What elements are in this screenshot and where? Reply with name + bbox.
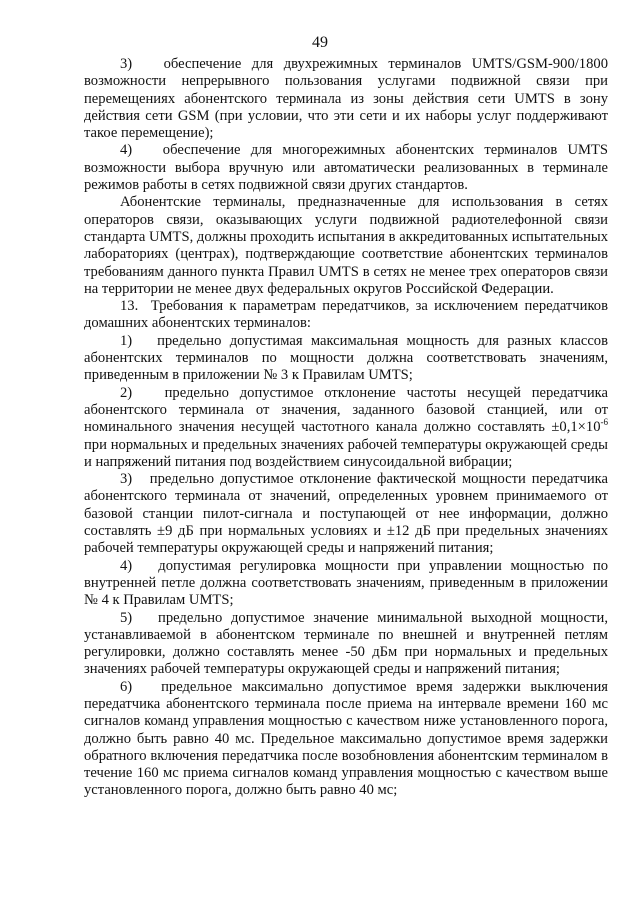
exponent: -6 <box>600 417 608 428</box>
paragraph-item-4: 4) обеспечение для многорежимных абонентских терминалов UMTS возможности выбора вручную или автоматически реализованных в терминале режимов работы в сетях подвижной связи других стандартов. <box>84 142 608 194</box>
paragraph-req-5: 5) предельно допустимое значение минимальной выходной мощности, устанавливаемой в абонентском терминале по внешней и внутренней петлям регулировки, должно составлять менее -50 дБм при нормальных и предельных значениях рабочей температуры окружающей среды и напряжений питания; <box>84 609 608 678</box>
paragraph-req-6: 6) предельное максимально допустимое время задержки выключения передатчика абонентского терминала после приема на интервале времени 160 мс сигналов команд управления мощностью с качеством ниже установленного порога, должно быть равно 40 мс. Предельное максимально допустимое время задержки обратного включения передатчика после возобновления абонентским терминалом в течение 160 мс приема сигналов команд управления мощностью с качеством выше установленного порога, должно быть равно 40 мс; <box>84 678 608 799</box>
paragraph-req-1: 1) предельно допустимая максимальная мощность для разных классов абонентских терминалов по мощности должна соответствовать значениям, приведенным в приложении № 3 к Правилам UMTS; <box>84 332 608 384</box>
paragraph-req-2-text: 2) предельно допустимое отклонение частоты несущей передатчика абонентского терминала от значения, заданного базовой станцией, или от номинального значения несущей частотного канала должно составлять ±0,1×10 <box>84 384 608 436</box>
paragraph-req-3: 3) предельно допустимое отклонение фактической мощности передатчика абонентского терминала от значений, определенных уровнем принимаемого от базовой станции пилот-сигнала и поступающей от нее информации, должно составлять ±9 дБ при нормальных условиях и ±12 дБ при предельных значениях рабочей температуры окружающей среды и напряжений питания; <box>84 471 608 557</box>
paragraph-req-2 <box>84 385 608 471</box>
paragraph-req-4: 4) допустимая регулировка мощности при управлении мощностью по внутренней петле должна соответствовать значениям, приведенным в приложении № 4 к Правилам UMTS; <box>84 557 608 609</box>
paragraph-req-2-text-cont: при нормальных и предельных значениях рабочей температуры окружающей среды и напряжений питания под воздействием синусоидальной вибрации; <box>84 436 608 470</box>
paragraph-item-3: 3) обеспечение для двухрежимных терминалов UMTS/GSM-900/1800 возможности непрерывного пользования услугами подвижной связи при перемещениях абонентского терминала из зоны действия сети UMTS в зону действия сети GSM (при условии, что эти сети и их наборы услуг поддерживают такое перемещение); <box>84 56 608 142</box>
paragraph-subscriber-terminals: Абонентские терминалы, предназначенные для использования в сетях операторов связи, оказывающих услуги подвижной радиотелефонной связи стандарта UMTS, должны проходить испытания в аккредитованных испытательных лабораториях (центрах), подтверждающие соответствие абонентских терминалов требованиям данного пункта Правил UMTS в сетях не менее трех операторов связи на территории не менее двух федеральных округов Российской Федерации. <box>84 194 608 297</box>
document-body <box>84 56 608 800</box>
page-number: 49 <box>312 34 328 51</box>
paragraph-section-13: 13. Требования к параметрам передатчиков, за исключением передатчиков домашних абонентских терминалов: <box>84 298 608 332</box>
